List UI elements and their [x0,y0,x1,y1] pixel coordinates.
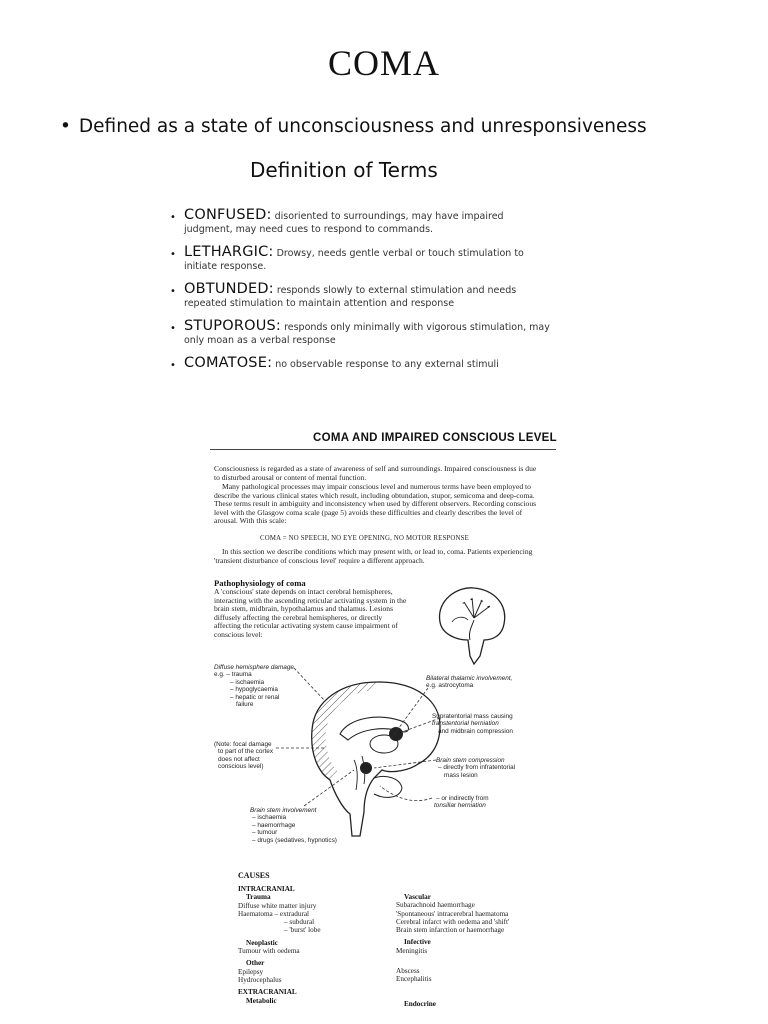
brainstem-comp-line: – directly from infratentorial [438,764,516,772]
extracranial-heading: EXTRACRANIAL [238,988,297,997]
brain-activation-sketch [430,582,514,668]
note-line: does not affect [218,755,260,763]
cause-item: Meningitis [396,946,428,955]
brainstem-involvement-label [250,807,337,844]
infective-heading: Infective [404,938,431,947]
tonsillar-line: – or indirectly from [436,795,489,802]
focal-damage-note [214,741,273,771]
thalamic-line: Bilateral thalamic involvement, [426,675,513,682]
metabolic-heading: Metabolic [246,996,277,1005]
cause-item: Abscess [396,967,420,976]
supratentorial-label [432,713,513,735]
term-description: no observable response to any external stimuli [275,359,499,370]
excerpt-title: COMA AND IMPAIRED CONSCIOUS LEVEL [313,432,557,444]
title-rule [210,449,556,450]
diffuse-item: failure [236,701,254,709]
diffuse-damage-label [214,664,294,708]
page-title: COMA [327,43,441,83]
term-description: responds slowly to external stimulation and needs repeated stimulation to maintain attention and response [184,285,517,309]
note-line: to part of the cortex [218,748,274,756]
term-label: OBTUNDED: [184,281,274,297]
patho-paragraph: A 'conscious' state depends on intact cerebral hemispheres, interacting with the ascending reticular activating system in the brain stem, midbrain, hypothalamus and thalamus. Lesions diffusely affecting the cerebral hemispheres, or directly affecting the reticular activating system cause impairment of conscious level: [214,587,407,639]
thalamic-line: e.g. astrocytoma [426,682,474,690]
note-line: conscious level) [218,763,264,771]
patho-heading: Pathophysiology of coma [214,578,306,588]
term-description: Drowsy, needs gentle verbal or touch stimulation to initiate response. [184,248,524,272]
cause-item: – subdural [284,918,315,927]
term-label: STUPOROUS: [184,318,282,334]
intracranial-heading: INTRACRANIAL [238,885,295,893]
bullet-dot: • [60,116,71,137]
bullet-text: Defined as a state of unconsciousness and unresponsiveness [78,116,647,137]
cause-item: 'Spontaneous' intracerebral haematoma [396,909,509,918]
cause-item: Tumour with oedema [238,947,300,956]
cause-item: Hydrocephalus [238,975,282,984]
brainstem-inv-line: – ischaemia [252,814,287,822]
definition-heading: Definition of Terms [250,158,438,182]
supratentorial-line: transtentorial herniation [432,720,499,728]
brainstem-inv-line: Brain stem involvement [250,807,317,814]
causes-heading: CAUSES [238,871,270,880]
cause-item: Haematoma – extradural [238,909,310,918]
term-label: LETHARGIC: [184,244,274,260]
diffuse-item: – ischaemia [230,678,265,686]
cause-item: – 'burst' lobe [284,926,321,935]
term-lethargic [170,246,550,273]
section-paragraph: In this section we describe conditions which may present with, or lead to, coma. Patients experiencing 'transient disturbance of conscious level' require a different approach. [214,547,533,565]
cause-item: Brain stem infarction or haemorrhage [396,926,505,935]
term-confused [170,209,550,236]
term-description: responds only minimally with vigorous stimulation, may only moan as a verbal response [184,322,550,346]
neoplastic-heading: Neoplastic [246,938,278,947]
thalamic-label [426,675,512,690]
supratentorial-line: and midbrain compression [438,727,513,735]
bullet-dot: • [170,323,176,334]
brainstem-comp-line: Brain stem compression [436,757,505,764]
tonsillar-line: tonsillar herniation [434,802,486,810]
brainstem-compression-label [436,757,515,779]
term-obtunded [170,283,550,310]
brainstem-inv-line: – drugs (sedatives, hypnotics) [252,836,337,844]
bullet-dot: • [170,360,176,371]
intro-paragraph: Consciousness is regarded as a state of awareness of self and surroundings. Impaired consciousness is due to disturbed arousal or content of mental function. [214,464,537,482]
term-label: COMATOSE: [184,355,273,371]
brainstem-inv-line: – haemorrhage [252,821,296,829]
term-description: disoriented to surroundings, may have impaired judgment, may need cues to respond to commands. [184,211,504,235]
endocrine-heading: Endocrine [404,999,436,1008]
term-stuporous [170,320,550,347]
diffuse-item: – hepatic or renal [230,693,280,701]
bullet-dot: • [170,286,176,297]
causes-left-column [238,885,321,1005]
bullet-dot: • [170,212,176,223]
cause-item: Diffuse white matter injury [238,901,317,910]
supratentorial-line: Supratentorial mass causing [432,713,513,720]
coma-definition: COMA = NO SPEECH, NO EYE OPENING, NO MOTOR RESPONSE [260,535,469,542]
term-label: CONFUSED: [184,207,272,223]
vascular-heading: Vascular [404,893,431,901]
cause-item: Epilepsy [238,967,264,976]
tonsillar-label [434,795,489,810]
brainstem-inv-line: – tumour [252,829,278,837]
terms-paragraph: Many pathological processes may impair conscious level and numerous terms have been employed to describe the various clinical states which result, including obtundation, stupor, semicoma and deep-coma. These terms result in ambiguity and inconsistency when used by different observers. Recording conscious level with the Glasgow coma scale (page 5) avoids these difficulties and clearly describes the level of arousal. With this scale: [214,482,537,526]
term-comatose [170,357,550,371]
diffuse-item: e.g. – trauma [214,671,252,679]
trauma-heading: Trauma [246,893,271,902]
diffuse-item: – hypoglycaemia [230,686,278,694]
cause-item: Cerebral infarct with oedema and 'shift' [396,917,510,926]
cause-item: Encephalitis [396,975,432,984]
definition-bullet [60,116,647,137]
other-heading: Other [246,959,265,968]
cause-item: Subarachnoid haemorrhage [396,901,475,910]
causes-right-column [396,893,509,1008]
diffuse-title: Diffuse hemisphere damage [214,664,294,671]
bullet-dot: • [170,249,176,260]
note-line: (Note: focal damage [214,741,272,748]
brainstem-comp-line: mass lesion [444,771,478,779]
